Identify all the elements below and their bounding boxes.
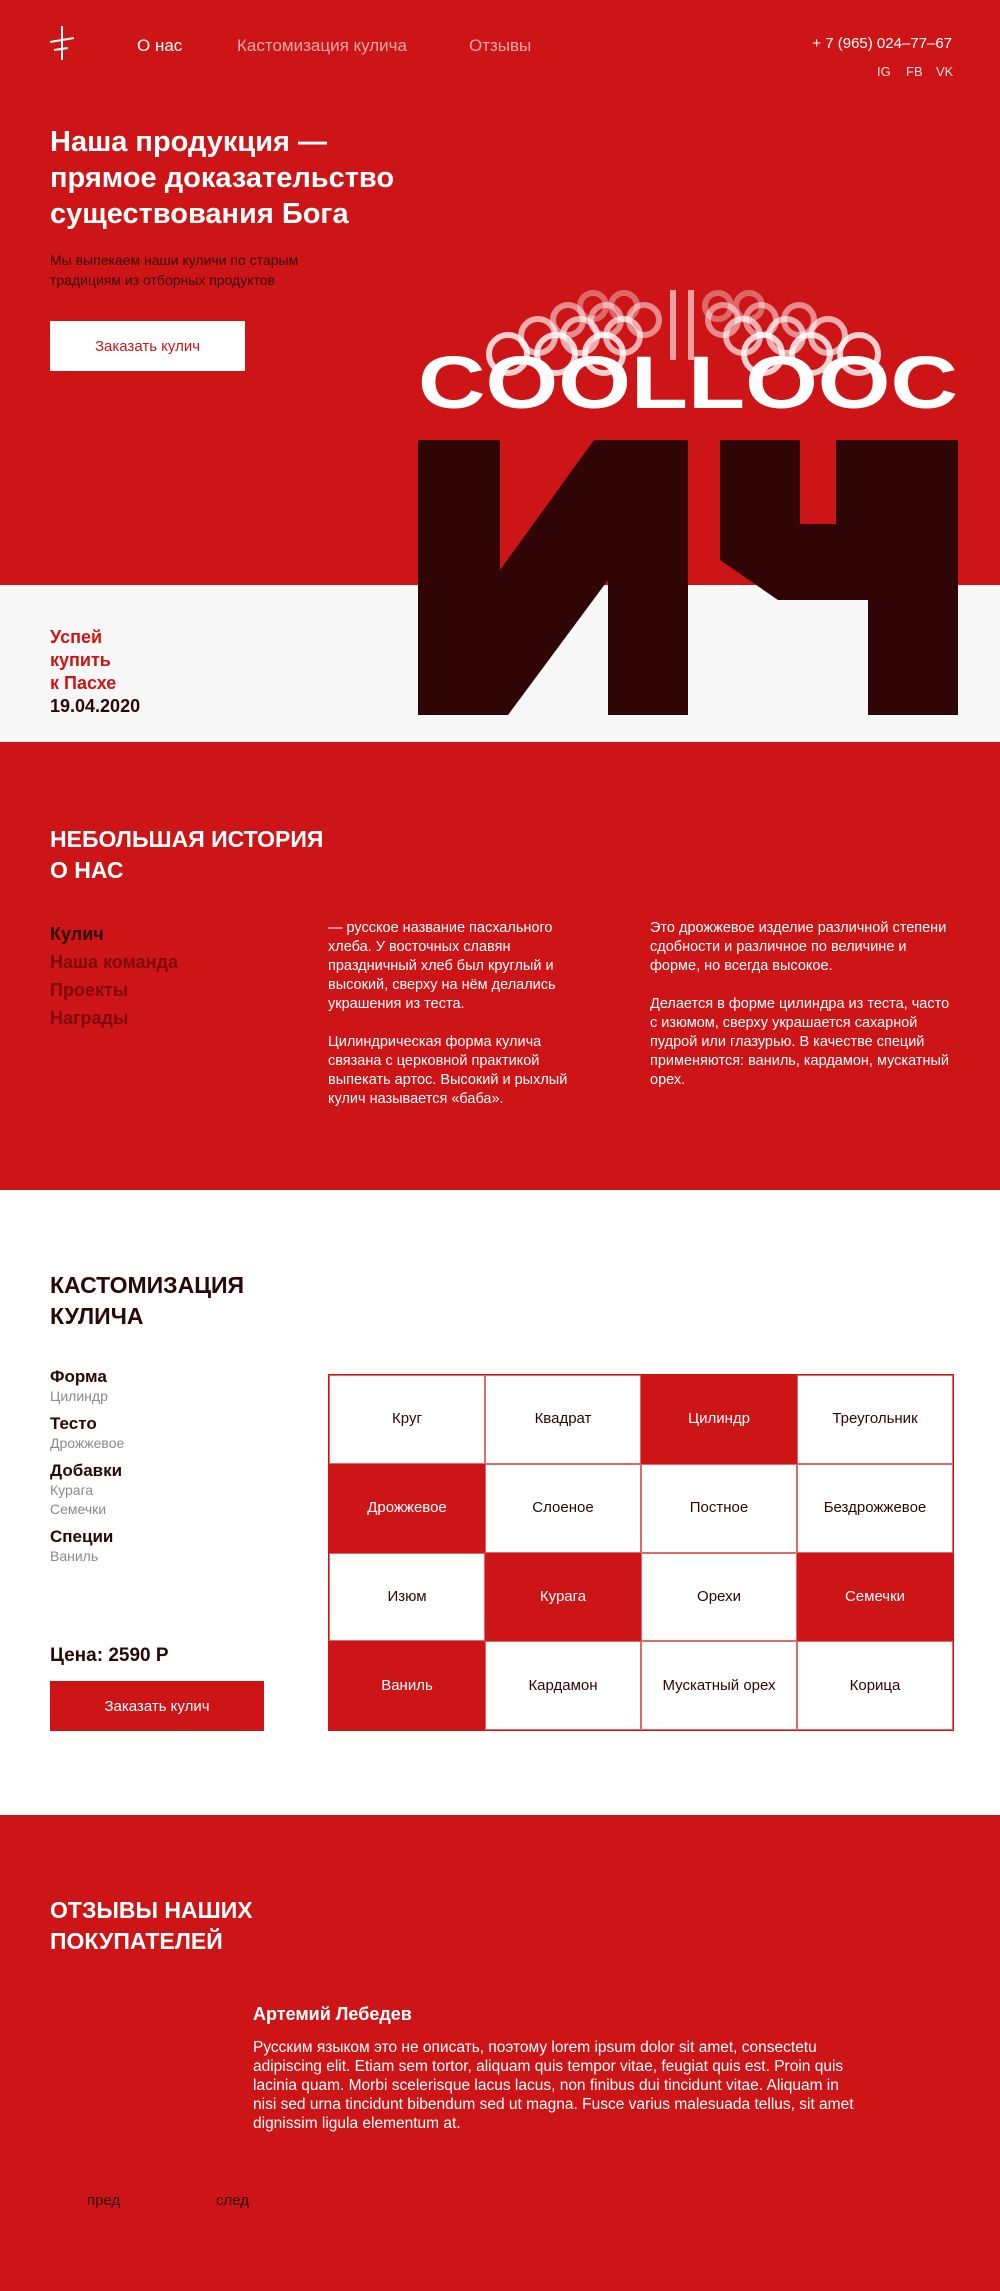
history-col2-paragraph-2: Делается в форме цилиндра из теста, часто с изюмом, сверху украшается сахарной пудрой или глазурью. В качестве специй применяются: ваниль, кардамон, мускатный орех. xyxy=(650,996,950,1088)
history-col2-paragraph-1: Это дрожжевое изделие различной степени сдобности и различное по величине и форме, но всегда высокое. xyxy=(650,920,947,974)
option-cell-puff[interactable]: Слоеное xyxy=(485,1464,641,1553)
history-menu-kulich[interactable]: Кулич xyxy=(50,924,104,944)
option-cell-triangle[interactable]: Треугольник xyxy=(797,1375,953,1464)
social-vk[interactable]: VK xyxy=(936,64,954,79)
social-ig[interactable]: IG xyxy=(877,64,891,79)
option-cell-cinnamon[interactable]: Корица xyxy=(797,1641,953,1730)
deadline-line-1: Успей xyxy=(50,627,103,647)
history-menu-projects[interactable]: Проекты xyxy=(50,980,129,1000)
logo-icon[interactable] xyxy=(48,26,78,60)
customization-grid xyxy=(328,1374,954,1731)
social-fb[interactable]: FB xyxy=(906,64,923,79)
hero-subtitle: Мы выпекаем наши куличи по старым традициям из отборных продуктов xyxy=(50,252,299,288)
option-cell-seeds[interactable]: Семечки xyxy=(797,1553,953,1642)
reviews-title xyxy=(50,1895,253,1957)
review-prev-button[interactable]: пред xyxy=(87,2192,121,2209)
customization-summary xyxy=(50,1367,270,1566)
option-dough-value: Дрожжевое xyxy=(50,1435,125,1451)
option-form-title: Форма xyxy=(50,1367,107,1386)
history-menu-team[interactable]: Наша команда xyxy=(50,952,178,972)
nav-item-about[interactable]: О нас xyxy=(137,36,183,55)
history-col1-paragraph-1: — русское название пасхального хлеба. У восточных славян праздничный хлеб был круглый и высокий, сверху на нём делались украшения из теста. xyxy=(328,920,556,1012)
history-menu xyxy=(50,920,178,1032)
order-button-custom[interactable]: Заказать кулич xyxy=(50,1681,264,1731)
option-cell-yeast-free[interactable]: Бездрожжевое xyxy=(797,1464,953,1553)
option-additions-title: Добавки xyxy=(50,1461,123,1480)
option-form-value: Цилиндр xyxy=(50,1388,108,1404)
customization-title-line-2: КУЛИЧА xyxy=(50,1303,144,1329)
nav-item-reviews[interactable]: Отзывы xyxy=(469,36,532,55)
option-cell-raisin[interactable]: Изюм xyxy=(329,1553,485,1642)
customization-title xyxy=(50,1270,244,1332)
history-column-2 xyxy=(650,919,950,1090)
hero-title: Наша продукция — прямое доказательство существования Бога xyxy=(50,126,395,230)
option-cell-cylinder[interactable]: Цилиндр xyxy=(641,1375,797,1464)
option-dough-title: Тесто xyxy=(50,1414,97,1433)
option-form xyxy=(50,1367,270,1406)
reviews-title-line-2: ПОКУПАТЕЛЕЙ xyxy=(50,1928,223,1954)
history-title-line-2: О НАС xyxy=(50,857,124,883)
option-dough xyxy=(50,1414,270,1453)
option-cell-vanilla[interactable]: Ваниль xyxy=(329,1641,485,1730)
reviews-title-line-1: ОТЗЫВЫ НАШИХ xyxy=(50,1897,253,1923)
art-top-word: COOLLOOC xyxy=(418,341,958,424)
option-cell-round[interactable]: Круг xyxy=(329,1375,485,1464)
easter-date: 19.04.2020 xyxy=(50,696,141,716)
art-big-letters xyxy=(418,440,958,715)
order-button-hero[interactable]: Заказать кулич xyxy=(50,321,245,371)
option-cell-cardamom[interactable]: Кардамон xyxy=(485,1641,641,1730)
deadline-line-2: купить xyxy=(50,650,111,670)
option-cell-nutmeg[interactable]: Мускатный орех xyxy=(641,1641,797,1730)
review-next-button[interactable]: след xyxy=(216,2192,250,2209)
history-menu-awards[interactable]: Награды xyxy=(50,1008,129,1028)
deadline-line-3: к Пасхе xyxy=(50,673,117,693)
option-spices xyxy=(50,1527,270,1566)
option-additions xyxy=(50,1461,270,1519)
option-cell-apricot[interactable]: Курага xyxy=(485,1553,641,1642)
option-additions-value-1: Курага xyxy=(50,1482,94,1498)
phone-number[interactable]: + 7 (965) 024–77–67 xyxy=(812,35,952,52)
history-title xyxy=(50,824,323,886)
review-text: Русским языком это не описать, поэтому lorem ipsum dolor sit amet, consectetu adipiscing elit. Etiam sem tortor, aliquam quis tempor vitae, feugiat quis est. Proin quis lacinia quam. Morbi scelerisque lacus lacus, non finibus dui tincidunt vitae. Aliquam in nisi sed urna tincidunt bibendum sed ut magna. Fusce varius malesuada tellus, sit amet dignissim ligula elementum at. xyxy=(253,2039,854,2132)
option-spices-title: Специи xyxy=(50,1527,114,1546)
history-title-line-1: НЕБОЛЬШАЯ ИСТОРИЯ xyxy=(50,826,324,852)
option-cell-nuts[interactable]: Орехи xyxy=(641,1553,797,1642)
history-col1-paragraph-2: Цилиндрическая форма кулича связана с церковной практикой выпекать артос. Высокий и рыхлый кулич называется «баба». xyxy=(328,1034,568,1107)
option-additions-value-2: Семечки xyxy=(50,1501,107,1517)
option-spices-value: Ваниль xyxy=(50,1548,99,1564)
hero-artwork xyxy=(418,280,958,715)
customization-title-line-1: КАСТОМИЗАЦИЯ xyxy=(50,1272,245,1298)
nav-item-customization[interactable]: Кастомизация кулича xyxy=(237,36,407,55)
price-label: Цена: 2590 Р xyxy=(50,1645,169,1666)
option-cell-square[interactable]: Квадрат xyxy=(485,1375,641,1464)
review-author: Артемий Лебедев xyxy=(253,2004,412,2024)
easter-deadline xyxy=(50,626,140,718)
option-cell-lenten[interactable]: Постное xyxy=(641,1464,797,1553)
history-column-1 xyxy=(328,919,598,1109)
option-cell-yeast[interactable]: Дрожжевое xyxy=(329,1464,485,1553)
